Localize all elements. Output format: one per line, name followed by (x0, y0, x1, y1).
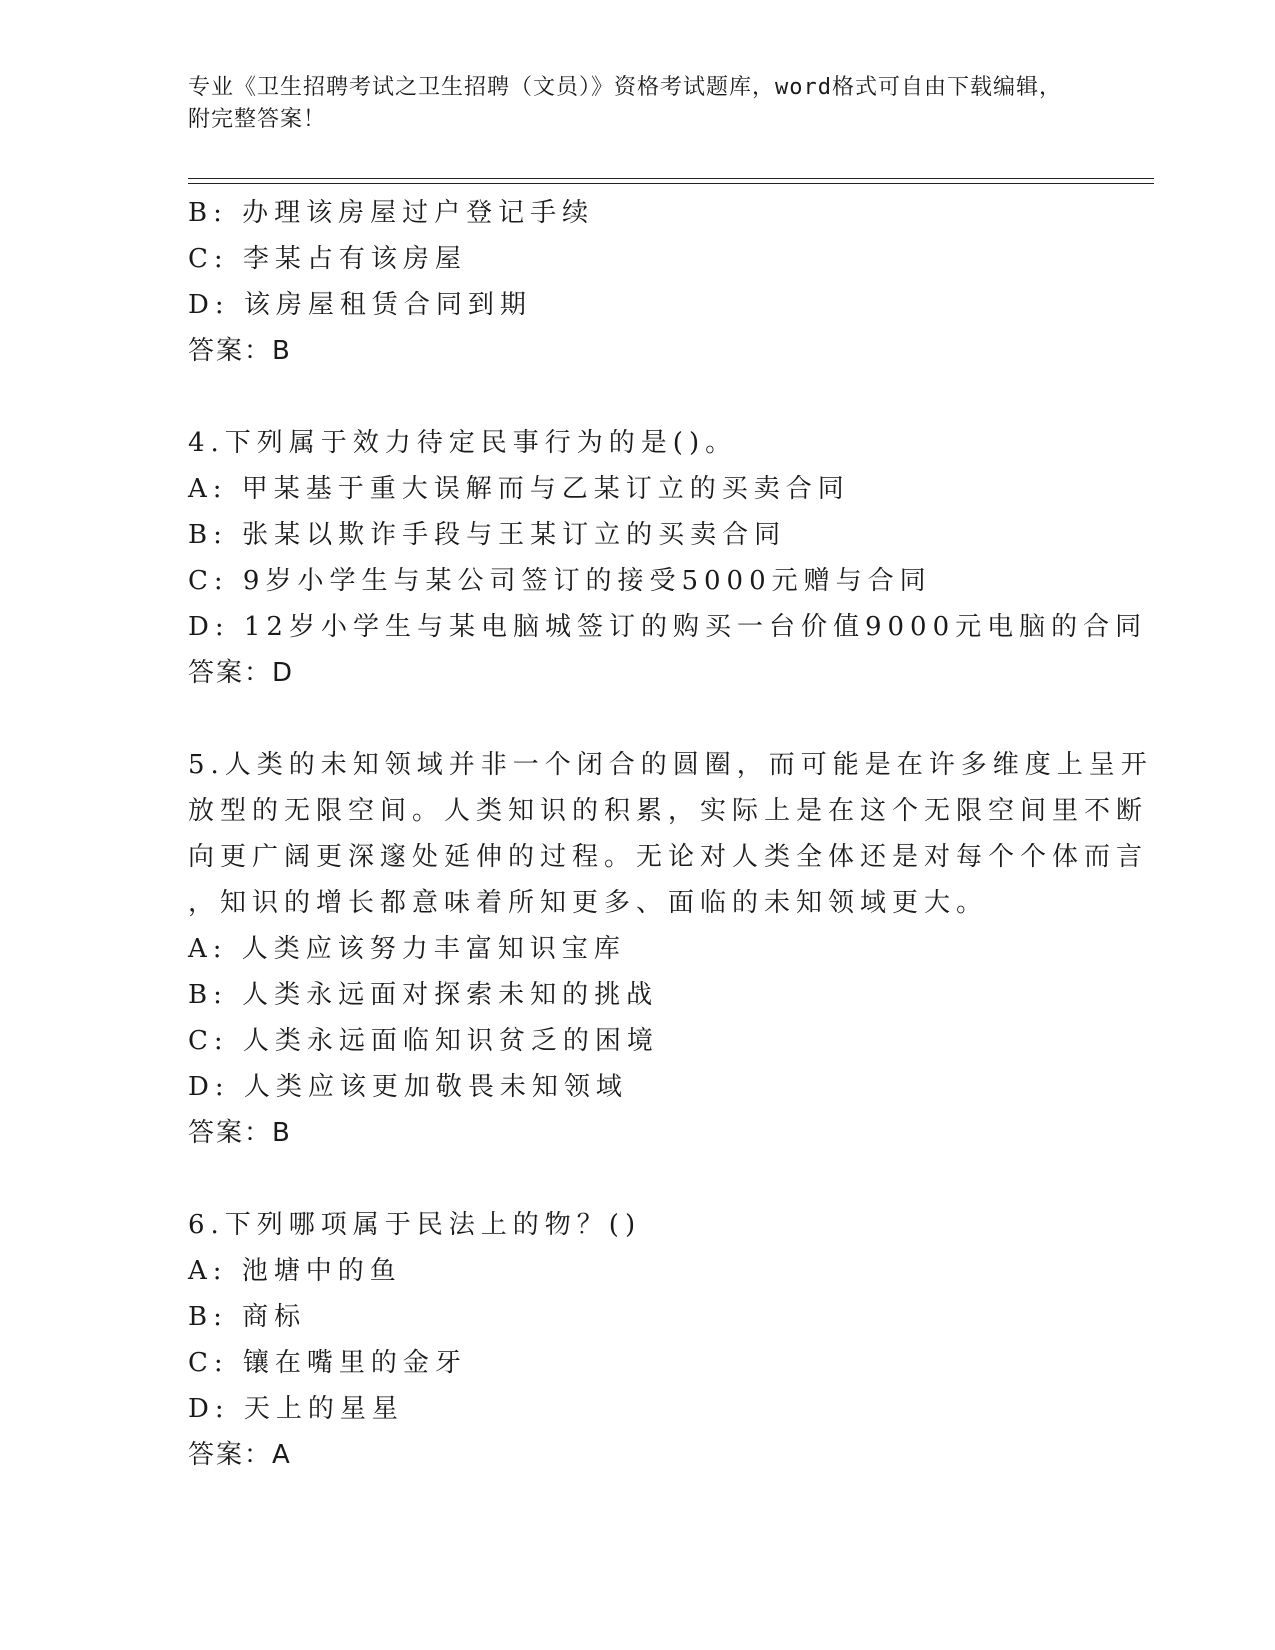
answer-label: 答案：B (188, 1118, 292, 1148)
question-stem-line: 放型的无限空间。人类知识的积累，实际上是在这个无限空间里不断 (188, 796, 1149, 826)
option-b: B: 商标 (188, 1302, 307, 1332)
option-d: D: 人类应该更加敬畏未知领域 (188, 1072, 628, 1102)
question-3-tail (188, 190, 1088, 374)
document-header (188, 72, 1068, 136)
question-list (188, 190, 1153, 1478)
question-stem-line: 5.人类的未知领域并非一个闭合的圆圈，而可能是在许多维度上呈开 (188, 750, 1153, 780)
option-c: C: 镶在嘴里的金牙 (188, 1348, 467, 1378)
option-a: A: 池塘中的鱼 (188, 1256, 402, 1286)
question-6 (188, 1202, 1088, 1478)
answer-label: 答案：D (188, 658, 295, 688)
answer-label: 答案：A (188, 1440, 292, 1470)
option-c: C: 9岁小学生与某公司签订的接受5000元赠与合同 (188, 566, 932, 596)
option-b: B: 人类永远面对探索未知的挑战 (188, 980, 659, 1010)
question-4 (188, 420, 1148, 696)
question-stem: 4.下列属于效力待定民事行为的是()。 (188, 428, 738, 458)
option-c: C: 人类永远面临知识贫乏的困境 (188, 1026, 659, 1056)
option-a: A: 甲某基于重大误解而与乙某订立的买卖合同 (188, 474, 850, 504)
option-b: B: 办理该房屋过户登记手续 (188, 198, 595, 228)
question-stem: 6.下列哪项属于民法上的物？() (188, 1210, 642, 1240)
header-text: 专业《卫生招聘考试之卫生招聘（文员）》资格考试题库，word格式可自由下载编辑，附完整答案！ (188, 75, 1062, 132)
option-b: B: 张某以欺诈手段与王某订立的买卖合同 (188, 520, 787, 550)
option-d: D: 该房屋租赁合同到期 (188, 290, 532, 320)
header-divider-top (188, 178, 1154, 179)
answer-label: 答案：B (188, 336, 292, 366)
option-c: C: 李某占有该房屋 (188, 244, 467, 274)
option-d: D: 12岁小学生与某电脑城签订的购买一台价值9000元电脑的合同 (188, 612, 1148, 642)
option-a: A: 人类应该努力丰富知识宝库 (188, 934, 626, 964)
question-stem-line: 向更广阔更深邃处延伸的过程。无论对人类全体还是对每个个体而言 (188, 842, 1149, 872)
question-5 (188, 742, 1153, 1156)
question-stem-line: ，知识的增长都意味着所知更多、面临的未知领域更大。 (188, 888, 989, 918)
option-d: D: 天上的星星 (188, 1394, 404, 1424)
header-divider-bottom (188, 183, 1154, 184)
